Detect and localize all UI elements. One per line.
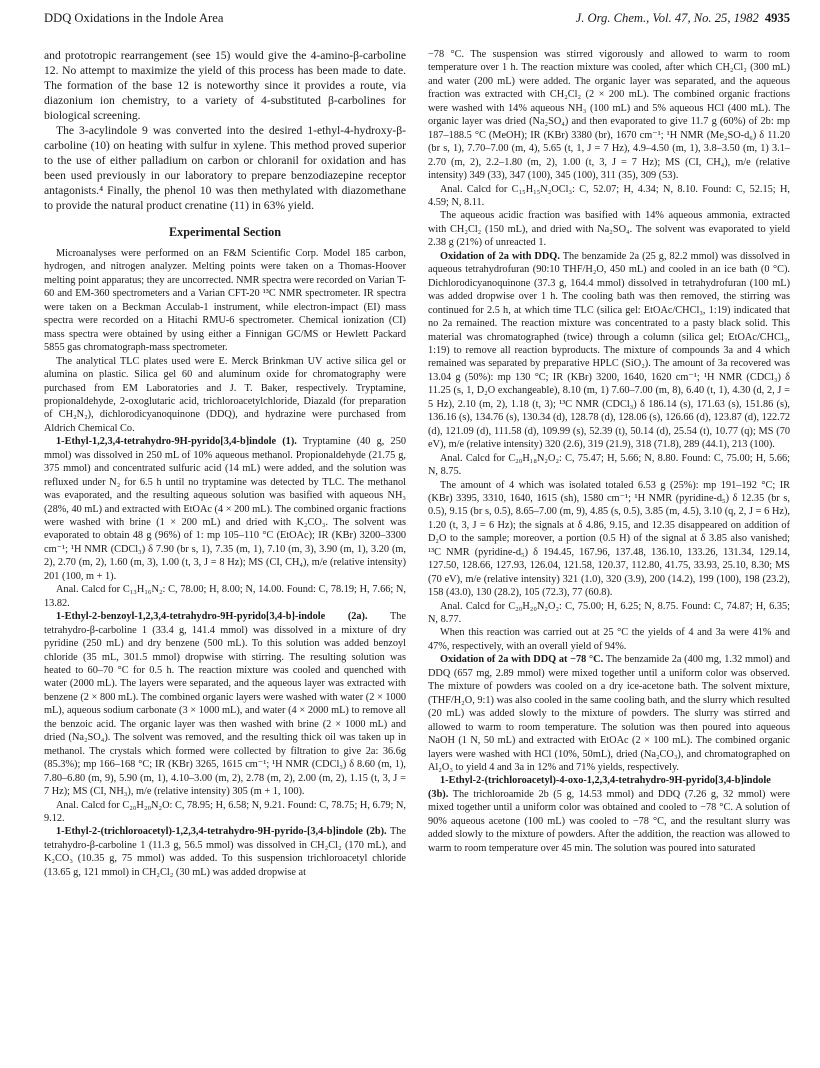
procedure-text: The tetrahydro-β-carboline 1 (33.4 g, 141.4 mmol) was dissolved in a mixture of dry pyridine (250 mL) and dry benzene (500 mL). To this solution was added benzoyl chloride (35 mL, 301.5 mmol) dropwise with stirring. The resulting solution was heated to 60–70 °C for 0.5 h. The reaction mixture was cooled and quenched with water (2000 mL). The layers were separated, and the aqueous layer was extracted with benzene (2 × 800 mL). The combined organic layers were washed with water (2 × 1000 mL), aqueous sodium carbonate (3 × 1000 mL), and water (4 × 2000 mL) to remove all the benzoic acid. The organic layer was then washed with brine (2 × 1000 mL) and dried (Na₂SO₄). The solvent was removed, and the resulting thick oil was taken up in methanol. The crystals which formed were collected by filtration to give 2a: 36.6g (85.3%); mp 166–168 °C; IR (KBr) 3265, 1615 cm⁻¹; ¹H NMR (CDCl₃) δ 8.60 (m, 1), 7.80–6.80 (m, 9), 5.90 (m, 1), 4.10–3.00 (m, 2), 2.78 (m, 2), 2.00 (m, 2), 1.15 (t, 3, J = 7 Hz); MS (CI, NH₃), m/e (relative intensity) 305 (m + 1, 100). xyxy=(44,611,406,798)
journal-citation: J. Org. Chem., Vol. 47, No. 25, 1982 xyxy=(575,11,759,25)
right-column xyxy=(428,48,790,1058)
procedure-heading: Oxidation of 2a with DDQ. xyxy=(440,250,560,262)
procedure-text: The trichloroamide 2b (5 g, 14.53 mmol) and DDQ (7.26 g, 32 mmol) were mixed together until a uniform color was obtained and cooled to −78 °C. A solution of 90% aqueous acetone (100 mL) was cooled to −78 °C, and the resultant slurry was added slowly to the mixture of powders. After the addition, the reaction was allowed to warm to room temperature over 45 min. The solution was poured into saturated xyxy=(428,788,790,854)
paragraph: and prototropic rearrangement (see 15) would give the 4-amino-β-carboline 12. No attempt to maximize the yield of this process has been made to date. The formation of the base 12 is noteworthy since it provides a route, via diazonium ion chemistry, to a variety of 4-substituted β-carbolines for biological screening. xyxy=(44,49,406,123)
procedure-paragraph xyxy=(428,774,790,855)
analysis-paragraph: Anal. Calcd for C₁₃H₁₆N₂: C, 78.00; H, 8.00; N, 14.00. Found: C, 78.19; H, 7.66; N, 13.82. xyxy=(44,584,406,609)
paragraph: Microanalyses were performed on an F&M Scientific Corp. Model 185 carbon, hydrogen, and nitrogen analyzer. Melting points were taken on a Thomas-Hoover melting point apparatus; they are uncorrected. NMR spectra were recorded on Varian T-60 and EM-360 spectrometers and a Varian CFT-20 ¹³C NMR spectrometer. IR spectra were taken on a Beckman Acculab-1 instrument, while electron-impact (EI) mass spectra were recorded on a Hitachi RMU-6 spectrometer. Chemical ionization (CI) mass spectra were obtained by using either a Finnigan GC/MS or Hewlett Packard 5855 gas chromatograph-mass spectrometer. xyxy=(44,247,406,354)
section-heading: Experimental Section xyxy=(168,224,282,239)
procedure-text: The benzamide 2a (400 mg, 1.32 mmol) and DDQ (657 mg, 2.89 mmol) were mixed together until a uniform color was observed. The mixture of powders was cooled on a dry ice-acetone bath. The solvent mixture, (THF/H₂O, 9:1) was also cooled in the same cooling bath, and the slurry which resulted (20 mL) was added slowly to the mixture of powders. The slurry was stirred and allowed to warm to room temperature. The solution was then poured into aqueous NaOH (1 N, 50 mL) and extracted with EtOAc (2 × 100 mL). The combined organic layers were washed with HCl (10%, 50mL), dried (Na₂CO₃), and chromatographed on Al₂O₃ to yield 4 and 3a in 12% and 71% yields, respectively. xyxy=(428,654,790,774)
running-head xyxy=(44,10,790,28)
procedure-text: Tryptamine (40 g, 250 mmol) was dissolved in 250 mL of 10% aqueous methanol. Propionaldehyde (21.75 g, 375 mmol) and concentrated sulfuric acid (14 mL) were added, and the solution was refluxed under N₂ for 6.5 h until no tryptamine was detected by TLC. The methanol was evaporated, and the resulting aqueous solution was basified with aqueous NH₃ (28%, 40 mL) and extracted with EtOAc (4 × 200 mL). The combined organic fractions were washed with brine (1 × 200 mL) and dried with K₂CO₃. The solvent was evaporated to obtain 48 g (96%) of 1: mp 105–110 °C (EtOAc); IR (KBr) 3200–3300 cm⁻¹; ¹H NMR (CDCl₃) δ 7.90 (br s, 1), 7.35 (m, 1), 7.10 (m, 3), 3.90 (m, 1), 3.20 (m, 2), 2.70 (m, 2), 1.60 (m, 3), 1.00 (t, 3, J = 8 Hz); MS (CI, CH₄), m/e (relative intensity) 201 (100, m + 1). xyxy=(44,436,406,582)
compound-heading: 1-Ethyl-1,2,3,4-tetrahydro-9H-pyrido[3,4-b]indole (1). xyxy=(56,436,297,448)
procedure-text: The tetrahydro-β-carboline 1 (11.3 g, 56.5 mmol) was dissolved in CH₂Cl₂ (170 mL), and K₂CO₃ (10.35 g, 75 mmol) was added. To this suspension trichloroacetyl chloride (13.65 g, 121 mmol) in CH₂Cl₂ (30 mL) was added dropwise at xyxy=(44,826,406,878)
procedure-text: The benzamide 2a (25 g, 82.2 mmol) was dissolved in aqueous tetrahydrofuran (90:10 THF/H₂O, 450 mL) and cooled in an ice bath (0 °C). Dichlorodicyanoquinone (37.3 g, 164.4 mmol) dissolved in tetrahydrofuran (100 mL) was added dropwise over 1 h. The cooling bath was then removed, the stirring was continued for 2.5 h, at which time TLC (silica gel: EtOAc/CHCl₃, 1:19) indicated that no 2a remained. The reaction mixture was concentrated to a pasty black solid. This material was chromatographed (twice) through a column (silica gel; EtOAc/CHCl₃, 1:19) to remove all reaction byproducts. The mixture of compounds 3a and 4 which remained was separated by preparative HPLC (SiO₂). The amount of 3a recovered was 13.04 g (50%): mp 130 °C; IR (KBr) 3200, 1640, 1620 cm⁻¹; ¹H NMR (CDCl₃) δ 11.25 (s, 1, D₂O exchangeable), 8.10 (m, 1) 7.60–7.00 (m, 8), 6.40 (t, 1), 4.30 (d, 2, J = 5 Hz), 2.10 (m, 2), 1.18 (t, 3); ¹³C NMR (CDCl₃) δ 186.14 (s), 171.63 (s), 151.86 (s), 136.16 (s), 134.76 (s), 130.34 (d), 128.78 (d), 128.06 (s), 126.66 (d), 123.87 (d), 122.72 (d), 121.09 (d), 111.58 (d), 109.99 (s), 52.39 (t), 50.14 (d), 25.54 (t), 10.77 (q); MS (70 eV), m/e (relative intensity) 320 (2.6), 319 (21.9), 318 (71.8), 289 (44.1), 213 (100). xyxy=(428,250,790,451)
paragraph: The amount of 4 which was isolated totaled 6.53 g (25%): mp 191–192 °C; IR (KBr) 3395, 3310, 1640, 1615 (sh), 1580 cm⁻¹; ¹H NMR (pyridine-d₅) δ 12.35 (br s, 0.5), 9.15 (br s, 0.5), 8.65–7.00 (m, 9), 4.85 (s, 0.5), 3.85 (m, 4.5), 3.10 (q, 2, J = 6 Hz), 1.20 (t, 3, J = 6 Hz); the signals at δ 4.86, 9.15, and 12.35 disappeared on addition of D₂O to the sample; moreover, a portion (0.5 H) of the signal at δ 3.85 also vanished; ¹³C NMR (pyridine-d₅) δ 194.45, 167.96, 137.48, 136.10, 133.26, 131.34, 129.14, 127.50, 128.66, 127.93, 126.04, 121.58, 120.37, 112.80, 41.75, 33.93, 25.10, 8.30; MS (70 eV), m/e (relative intensity) 321 (1.0), 320 (3.9), 200 (14.2), 199 (100), 198 (23.2), 158 (43.0), 130 (28.2), 105 (72.3), 77 (60.8). xyxy=(428,479,790,599)
paragraph: The 3-acylindole 9 was converted into the desired 1-ethyl-4-hydroxy-β-carboline (10) on heating with sulfur in xylene. This method proved superior to the use of either palladium on carbon or chloranil for oxidation and has been used previously in our laboratory to prepare benzodiazepine receptor antagonists.⁴ Finally, the phenol 10 was then methylated with diazomethane to provide the natural product crenatine (11) in 63% yield. xyxy=(44,124,406,213)
analysis-paragraph: Anal. Calcd for C₂₀H₁₈N₂O₂: C, 75.47; H, 5.66; N, 8.80. Found: C, 75.00; H, 5.66; N, 8.75. xyxy=(428,452,790,478)
paragraph: When this reaction was carried out at 25 °C the yields of 4 and 3a were 41% and 47%, respectively, with an overall yield of 94%. xyxy=(428,627,790,652)
running-head-title: DDQ Oxidations in the Indole Area xyxy=(44,11,224,25)
procedure-heading: Oxidation of 2a with DDQ at −78 °C. xyxy=(440,654,604,666)
procedure-paragraph xyxy=(44,610,406,798)
compound-heading: 1-Ethyl-2-benzoyl-1,2,3,4-tetrahydro-9H-pyrido[3,4-b]-indole (2a). xyxy=(56,611,368,623)
procedure-paragraph xyxy=(44,435,406,583)
left-column xyxy=(44,48,406,1058)
two-column-body xyxy=(44,48,790,1058)
paragraph: The analytical TLC plates used were E. Merck Brinkman UV active silica gel or alumina on plastic. Silica gel 60 and aluminum oxide for chromatography were purchased from EM Laboratories and J. T. Baker, respectively. Tryptamine, propionaldehyde, 2-oxoglutaric acid, trichloroacetylchloride, Diazald (for preparation of CH₂N₂), dichlorodicyanoquinone (DDQ), and hydrazine were purchased from Aldrich Chemical Co. xyxy=(44,355,406,434)
compound-heading: 1-Ethyl-2-(trichloroacetyl)-4-oxo-1,2,3,4-tetrahydro-9H-pyrido[3,4-b]indole (3b). xyxy=(428,775,771,800)
paragraph: The aqueous acidic fraction was basified with 14% aqueous ammonia, extracted with CH₂Cl₂ (150 mL), and dried with Na₂SO₄. The solvent was evaporated to yield 2.38 g (21%) of unreacted 1. xyxy=(428,210,790,249)
procedure-paragraph xyxy=(428,250,790,452)
analysis-paragraph: Anal. Calcd for C₂₀H₂₀N₂O: C, 78.95; H, 6.58; N, 9.21. Found: C, 78.75; H, 6.79; N, 9.12. xyxy=(44,799,406,824)
paragraph: −78 °C. The suspension was stirred vigorously and allowed to warm to room temperature over 1 h. The reaction mixture was cooled, after which CH₂Cl₂ (300 mL) and water (200 mL) were added. The organic layer was separated, and the aqueous fraction was extracted with CH₂Cl₂ (2 × 200 mL). The combined organic fractions were washed with 14% aqueous NH₃ (100 mL) and 5% aqueous HCl (400 mL). The organic layer was dried (Na₂SO₄) and then evaporated to give 11.7 g (60%) of 2b: mp 187–188.5 °C (MeOH); IR (KBr) 3380 (br), 1670 cm⁻¹; ¹H NMR (Me₂SO-d₆) δ 11.20 (br s, 1), 7.70–7.00 (m, 4), 5.65 (t, 1, J = 7 Hz), 4.9–4.50 (m, 1), 3.8–3.50 (m, 1) 3.1–2.70 (m, 2), 2.2–1.80 (m, 2), 1.00 (t, 3, J = 7 Hz); MS (CI, CH₄), m/e (relative intensity) 349 (33), 347 (100), 345 (100), 311 (35), 309 (53). xyxy=(428,49,790,182)
running-head-citation xyxy=(576,10,790,26)
compound-heading: 1-Ethyl-2-(trichloroacetyl)-1,2,3,4-tetrahydro-9H-pyrido-[3,4-b]indole (2b). xyxy=(56,826,387,838)
analysis-paragraph: Anal. Calcd for C₂₀H₂₀N₂O₂: C, 75.00; H, 6.25; N, 8.75. Found: C, 74.87; H, 6.35; N, 8.77. xyxy=(428,600,790,626)
page-number: 4935 xyxy=(764,11,790,25)
procedure-paragraph xyxy=(428,653,790,774)
procedure-paragraph xyxy=(44,825,406,879)
analysis-paragraph: Anal. Calcd for C₁₅H₁₅N₂OCl₃: C, 52.07; H, 4.34; N, 8.10. Found: C, 52.15; H, 4.59; N, 8.11. xyxy=(428,183,790,208)
